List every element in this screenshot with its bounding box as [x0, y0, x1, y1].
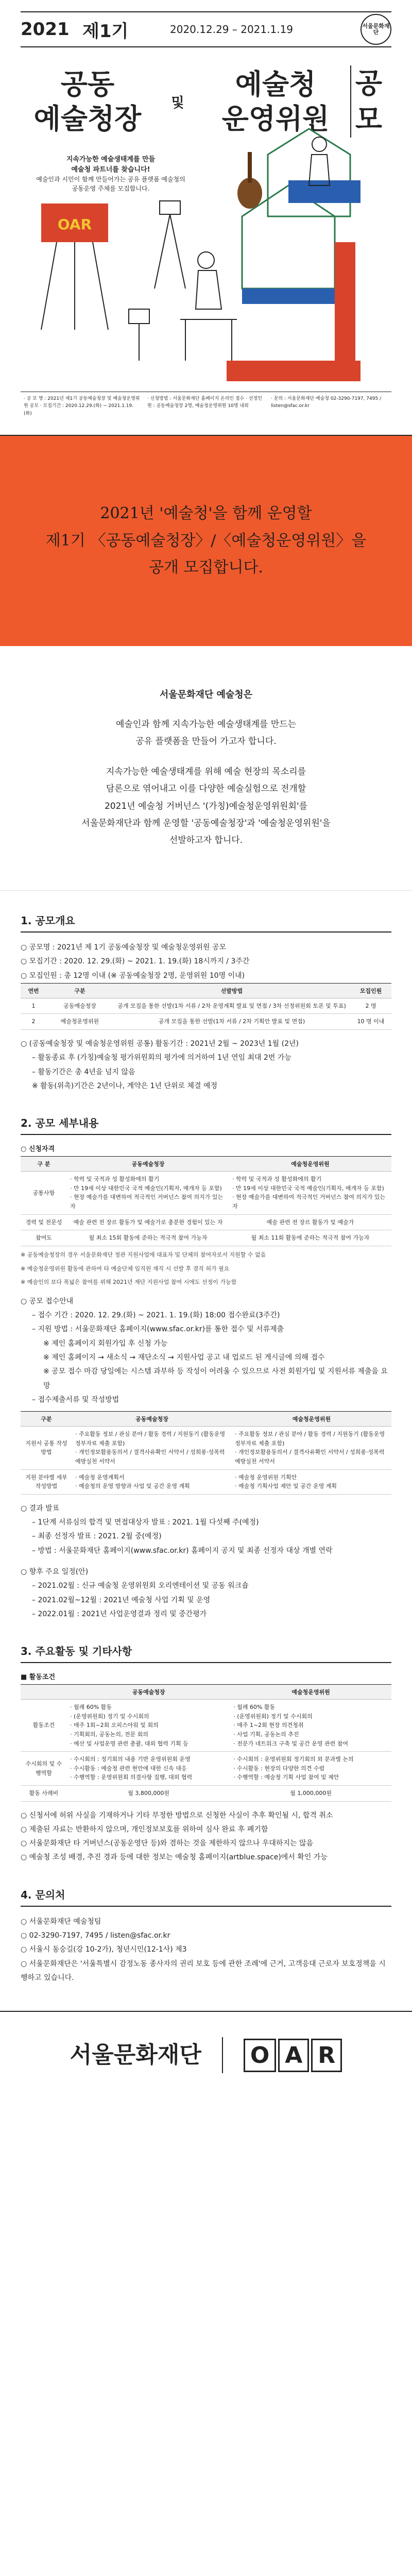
table-row: 활동조건 · 월례 60% 활동 · (운영위원회) 정기 및 수시회의 · 매주 1회~2회 오피스아워 및 회의 · 기획회의, 공동논의, 전문 회의 · 예산 및 사업운영 관련 총괄, 대외 협력 기획 등 · 월례 60% 활동 · (운영위원회) 정기 및 수시회의 · 매주 1~2회 현장 의견청취 · 사업 기획, 공동논의 추진 · 전문가 네트워크 구축 및 공간 운영 관련 참여 — [21, 1700, 391, 1752]
poster-period: 2020.12.29 – 2021.1.19 — [170, 23, 294, 36]
banner-line: 제1기 〈공동예술청장〉/〈예술청운영위원〉을 — [45, 531, 367, 550]
poster-infobar — [21, 392, 391, 422]
foundation-logo: 서울문화재단 — [360, 14, 391, 45]
red-pillar — [335, 242, 355, 361]
table-row: 참여도 월 최소 15회 활동에 준하는 적극적 참여 가능자 월 최소 11회 활동에 준하는 적극적 참여 가능자 — [21, 1230, 391, 1246]
easel-icon — [41, 242, 108, 330]
intro-line: 공유 플랫폼을 만들어 가고자 합니다. — [135, 736, 277, 747]
contact-phone-email[interactable]: ○ 02-3290-7197, 7495 / listen@sfac.or.kr — [21, 1931, 170, 1940]
red-platform — [227, 361, 360, 381]
announcement-banner — [0, 436, 412, 646]
footer-divider — [222, 2037, 223, 2073]
title-vertical: 공 모 — [350, 65, 386, 138]
footer-logo-oar: O A R — [244, 2039, 342, 2072]
section-title: 4. 문의처 — [21, 1887, 391, 1907]
table-row: 2 예술청운영위원 공개 모집을 통한 선발(1차 서류 / 2차 기획안 발표 및 면접) 10 명 이내 — [21, 1014, 391, 1030]
section-contact: 4. 문의처 ○ 서울문화재단 예술청팀 ○ 02-3290-7197, 7495 / listen@sfac.or.kr ○ 서울시 동숭길(강 10-2가), 청년시민(12-1사) 제3 ○ 서울문화재단은 '서울특별시 감정노동 종사자의 권리 보호 등에 관한 조례'에 근거, 고객응대 근로자 보호정책을 시행하고 있습니다. — [21, 1865, 391, 2011]
overview-item: ○ 공모명 : 2021년 제 1기 공동예술청장 및 예술청운영위원 공모 — [21, 943, 227, 952]
eligibility-table: 구 분 공동예술청장 예술청운영위원 공통사항 · 학력 및 국적과 성 활성화에의 활기 · 만 19세 이상 대한민국 국적 예술인(기획자, 매개자 등 포함) · 현장 예술가를 대변하여 적극적인 거버넌스 참여 의지가 있는 자 · 학력 및 국적과 성 활성화에의 활기 · 만 19세 이상 대한민국 국적 예술인(기획자, 매개자 등 포함) · 현장 예술가를 대변하여 적극적인 거버넌스 참여 의지가 있는 자 경력 및 전문성 예술 관련 전 장르 활동가 및 예술가로 충분한 경험이 있는 자 예술 관련 전 장르 활동가 및 예술가 참여도 월 최소 15회 활동에 준하는 적극적 참여 가능자 월 최소 11회 활동에 준하는 적극적 참여 가능자 — [21, 1156, 391, 1246]
intro-heading: 서울문화재단 예술청은 — [159, 689, 253, 700]
table-row: 지원서 공통 작성방법 · 주요활동 정보 / 관심 분야 / 활동 경력 / 지원동기 (활동운영 정부자료 제출 포함) · 개인정보활용동의서 / 결격사유확인 서약서 / 성희롱·성폭력 예방실천 서약서 · 주요활동 정보 / 관심 분야 / 활동 경력 / 지원동기 (활동운영 정부자료 제출 포함) · 개인정보활용동의서 / 결격사유확인 서약서 / 성희롱·성폭력 예방실천 서약서 — [21, 1427, 391, 1469]
section-title: 1. 공모개요 — [21, 912, 391, 933]
info-col: · 공 모 명 : 2021년 제1기 공동예술청장 및 예술청운영위원 공모 · 모집기간 : 2020.12.29.(화) ~ 2021.1.19.(화) — [24, 396, 140, 416]
camera-tripod-icon — [154, 201, 185, 289]
intro-line: 지속가능한 예술생태계를 위해 예술 현장의 목소리를 — [106, 767, 306, 777]
figure-seated — [180, 252, 237, 361]
intro-line: 예술인과 함께 지속가능한 예술생태계를 만드는 — [115, 719, 297, 730]
title-and: 및 — [171, 95, 184, 111]
figure-right — [309, 137, 330, 185]
table-row: 공통사항 · 학력 및 국적과 성 활성화에의 활기 · 만 19세 이상 대한민국 국적 예술인(기획자, 매개자 등 포함) · 현장 예술가를 대변하여 적극적인 거버넌스 참여 의지가 있는 자 · 학력 및 국적과 성 활성화에의 활기 · 만 19세 이상 대한민국 국적 예술인(기획자, 매개자 등 포함) · 현장 예술가를 대변하여 적극적인 거버넌스 참여 의지가 있는 자 — [21, 1172, 391, 1214]
overview-item: ○ 모집기간 : 2020. 12. 29.(화) ~ 2021. 1. 19.(화) 18시까지 / 3주간 — [21, 957, 250, 966]
table-row: 활동 사례비 월 3,800,000원 월 1,000,000원 — [21, 1785, 391, 1801]
section-title: 3. 주요활동 및 기타사항 — [21, 1643, 391, 1663]
poster-illustration — [0, 0, 412, 436]
house-outline-top — [268, 129, 350, 216]
intro-line: 서울문화재단과 함께 운영할 '공동예술청장'과 '예술청운영위원'을 — [81, 818, 331, 828]
footer — [0, 2011, 412, 2098]
poster-subtitle: 지속가능한 예술생태계를 만들 예술청 파트너를 찾습니다! 예술인과 시민이 함께 만들어가는 공유 플랫폼 예술청의 공동운영 주체를 모집합니다. — [36, 156, 185, 192]
intro-line: 선발하고자 합니다. — [169, 835, 243, 845]
banner-line: 공개 모집합니다. — [149, 558, 263, 577]
footer-logo-foundation: 서울문화재단 — [70, 2042, 201, 2069]
info-col: · 문의 : 서울문화재단 예술청 02-3290-7197, 7495 / listen@sfac.or.kr — [271, 396, 382, 409]
section-activities: 3. 주요활동 및 기타사항 ■ 활동조건 공동예술청장 예술청운영위원 활동조건 · 월례 60% 활동 · (운영위원회) 정기 및 수시회의 · 매주 1회~2회 오피스아워 및 회의 · 기획회의, 공동논의, 전문 회의 · 예산 및 사업운영 관련 총괄, 대외 협력 기획 등 · 월례 60% 활동 · (운영위원회) 정기 및 수시회의 · 매주 1~2회 현장 의견청취 · 사업 기획, 공동논의 추진 · 전문가 네트워크 구축 및 공간 운영 관련 참여 수시회의 및 수행역할 · 수시회의 : 정기회의 내용 기반 운영위원회 운영 · 수시활동 : 예술청 관련 현안에 대한 신속 대응 · 수행역할 : 운영위원회 의결사항 집행, 대외 협력 · 수시회의 : 운영위원회 정기회의 외 분과별 논의 · 수시활동 : 현장의 다양한 의견 수렴 · 수행역할 : 예술청 기획 사업 참여 및 제안 활동 사례비 월 3,800,000원 월 1,000,000원 ○ 신청서에 허위 사실을 기재하거나 기타 부정한 방법으로 신청한 사실이 추후 확인될 시, 합격 취소 ○ 제출된 자료는 반환하지 않으며, 개인정보보호를 위하여 심사 완료 후 폐기함 ○ 서울문화재단 타 거버넌스(공동운영단 등)와 겸하는 것을 제한하지 않으나 우대하지는 않음 ○ 예술청 조성 배경, 추진 경과 등에 대한 정보는 예술청 홈페이지(artblue.space)에서 확인 가능 — [21, 1621, 391, 1865]
table-row: 경력 및 전문성 예술 관련 전 장르 활동가 및 예술가로 충분한 경험이 있는 자 예술 관련 전 장르 활동가 및 예술가 — [21, 1214, 391, 1230]
conditions-table: 공동예술청장 예술청운영위원 활동조건 · 월례 60% 활동 · (운영위원회) 정기 및 수시회의 · 매주 1회~2회 오피스아워 및 회의 · 기획회의, 공동논의, 전문 회의 · 예산 및 사업운영 관련 총괄, 대외 협력 기획 등 · 월례 60% 활동 · (운영위원회) 정기 및 수시회의 · 매주 1~2회 현장 의견청취 · 사업 기획, 공동논의 추진 · 전문가 네트워크 구축 및 공간 운영 관련 참여 수시회의 및 수행역할 · 수시회의 : 정기회의 내용 기반 운영위원회 운영 · 수시활동 : 예술청 관련 현안에 대한 신속 대응 · 수행역할 : 운영위원회 의결사항 집행, 대외 협력 · 수시회의 : 운영위원회 정기회의 외 분과별 논의 · 수시활동 : 현장의 다양한 의견 수렴 · 수행역할 : 예술청 기획 사업 참여 및 제안 활동 사례비 월 3,800,000원 월 1,000,000원 — [21, 1684, 391, 1801]
table-row: 지원 분야별 세부 작성방법 · 예술청 운영계획서 · 예술청의 운영 방향과 사업 및 공간 운영 계획 · 예술청 운영위원 기획안 · 예술청 기획사업 제안 및 공간 운영 계획 — [21, 1469, 391, 1494]
spotlight-icon — [129, 309, 149, 361]
oar-mark: OAR — [57, 216, 92, 233]
section-overview: 1. 공모개요 ○ 공모명 : 2021년 제 1기 공동예술청장 및 예술청운영위원 공모 ○ 모집기간 : 2020. 12. 29.(화) ~ 2021. 1. 19.(화) 18시까지 / 3주간 ○ 모집인원 : 총 12명 이내 (※ 공동예술청장 2명, 운영위원 10명 이내) 연번 구분 선발방법 모집인원 1 공동예술청장 공개 모집을 통한 선발(1차 서류 / 2차 운영계획 발표 및 면접 / 3차 선정위원회 토론 및 투표) 2 명 2 예술청운영위원 공개 모집을 통한 선발(1차 서류 / 2차 기획안 발표 및 면접) 10 명 이내 ○ (공동예술청장 및 예술청운영위원 공통) 활동기간 : 2021년 2월 ~ 2023년 1월 (2년) – 활동종료 후 (가칭)예술청 평가위원회의 평가에 의거하여 1년 연임 최대 2번 가능 – 활동기간은 총 4년을 넘지 않음 ※ 활동(위촉)기간은 2년이나, 계약은 1년 단위로 체결 예정 — [21, 891, 391, 1093]
title-right: 예술청 운영위원 — [221, 67, 330, 135]
intro — [0, 646, 412, 891]
section-details: 2. 공모 세부내용 ○ 신청자격 구 분 공동예술청장 예술청운영위원 공통사항 · 학력 및 국적과 성 활성화에의 활기 · 만 19세 이상 대한민국 국적 예술인(기획자, 매개자 등 포함) · 현장 예술가를 대변하여 적극적인 거버넌스 참여 의지가 있는 자 · 학력 및 국적과 성 활성화에의 활기 · 만 19세 이상 대한민국 국적 예술인(기획자, 매개자 등 포함) · 현장 예술가를 대변하여 적극적인 거버넌스 참여 의지가 있는 자 경력 및 전문성 예술 관련 전 장르 활동가 및 예술가로 충분한 경험이 있는 자 예술 관련 전 장르 활동가 및 예술가 참여도 월 최소 15회 활동에 준하는 적극적 참여 가능자 월 최소 11회 활동에 준하는 적극적 참여 가능자 ※ 공동예술청장의 경우 서울문화재단 정관 지원사업에 대표자 및 단체의 참여자로서 지원할 수 없음 ※ 예술청운영위원 활동에 관하여 타 예술단체 임직원 재직 시 선발 후 겸직 허가 필요 ※ 예술인의 보다 폭넓은 참여를 위해 2021년 재단 지원사업 참여 시에도 선정이 가능함 ○ 공모 접수안내 – 접수 기간 : 2020. 12. 29.(화) ~ 2021. 1. 19.(화) 18:00 접수완료(3주간) – 지원 방법 : 서울문화재단 홈페이지(www.sfac.or.kr)를 통한 접수 및 서류제출 ※ 제인 홈페이지 회원가입 후 신청 가능 ※ 제인 홈페이지 → 새소식 → 재단소식 → 지원사업 공고 내 업로드 된 게시글에 의해 접수 ※ 공모 접수 마감 당일에는 시스템 과부하 등 작성이 어려울 수 있으므로 사전 회원가입 및 지원서류 제출을 요망 – 접수제출서류 및 작성방법 구분 공동예술청장 예술청운영위원 지원서 공통 작성방법 · 주요활동 정보 / 관심 분야 / 활동 경력 / 지원동기 (활동운영 정부자료 제출 포함) · 개인정보활용동의서 / 결격사유확인 서약서 / 성희롱·성폭력 예방실천 서약서 · 주요활동 정보 / 관심 분야 / 활동 경력 / 지원동기 (활동운영 정부자료 제출 포함) · 개인정보활용동의서 / 결격사유확인 서약서 / 성희롱·성폭력 예방실천 서약서 지원 분야별 세부 작성방법 · 예술청 운영계획서 · 예술청의 운영 방향과 사업 및 공간 운영 계획 · 예술청 운영위원 기획안 · 예술청 기획사업 제안 및 공간 운영 계획 ○ 결과 발표 – 1단계 서류심의 합격 및 면접대상자 발표 : 2021. 1월 다섯째 주(예정) – 최종 선정자 발표 : 2021. 2월 중(예정) – 방법 : 서울문화재단 홈페이지(www.sfac.or.kr) 홈페이지 공지 및 최종 선정자 대상 개별 연락 ○ 향후 주요 일정(안) – 2021.02월 : 신규 예술청 운영위원회 오리엔테이션 및 공동 워크숍 – 2021.02월~12월 : 2021년 예술청 사업 기획 및 운영 – 2022.01월 : 2021년 사업운영결과 정리 및 중간평가 — [21, 1093, 391, 1621]
intro-line: 2021년 예술청 거버넌스 '(가칭)예술청운영위원회'를 — [104, 801, 308, 811]
blue-block-mid — [242, 289, 335, 304]
documents-table: 구분 공동예술청장 예술청운영위원 지원서 공통 작성방법 · 주요활동 정보 / 관심 분야 / 활동 경력 / 지원동기 (활동운영 정부자료 제출 포함) · 개인정보활용동의서 / 결격사유확인 서약서 / 성희롱·성폭력 예방실천 서약서 · 주요활동 정보 / 관심 분야 / 활동 경력 / 지원동기 (활동운영 정부자료 제출 포함) · 개인정보활용동의서 / 결격사유확인 서약서 / 성희롱·성폭력 예방실천 서약서 지원 분야별 세부 작성방법 · 예술청 운영계획서 · 예술청의 운영 방향과 사업 및 공간 운영 계획 · 예술청 운영위원 기획안 · 예술청 기획사업 제안 및 공간 운영 계획 — [21, 1411, 391, 1495]
section-title: 2. 공모 세부내용 — [21, 1115, 391, 1135]
recruit-table: 연번 구분 선발방법 모집인원 1 공동예술청장 공개 모집을 통한 선발(1차 서류 / 2차 운영계획 발표 및 면접 / 3차 선정위원회 토론 및 투표) 2 명 2 예술청운영위원 공개 모집을 통한 선발(1차 서류 / 2차 기획안 발표 및 면접) 10 명 이내 — [21, 983, 391, 1030]
poster-term: 제1기 — [82, 21, 129, 42]
title-left: 공동 예술청장 — [33, 67, 142, 135]
intro-line: 담론으로 엮어내고 이를 다양한 예술실험으로 전개할 — [106, 784, 306, 794]
table-row: 1 공동예술청장 공개 모집을 통한 선발(1차 서류 / 2차 운영계획 발표 및 면접 / 3차 선정위원회 토론 및 투표) 2 명 — [21, 998, 391, 1014]
info-col: · 신청방법 : 서울문화재단 홈페이지 온라인 접수 · 선정인원 : 공동예술청장 2명, 예술청운영위원 10명 내외 — [147, 396, 262, 409]
blue-block-top — [288, 180, 360, 203]
overview-item: ○ 모집인원 : 총 12명 이내 (※ 공동예술청장 2명, 운영위원 10명 이내) — [21, 971, 245, 980]
poster — [0, 0, 412, 436]
poster-year: 2021 — [21, 19, 70, 40]
table-row: 수시회의 및 수행역할 · 수시회의 : 정기회의 내용 기반 운영위원회 운영 · 수시활동 : 예술청 관련 현안에 대한 신속 대응 · 수행역할 : 운영위원회 의결사항 집행, 대외 협력 · 수시회의 : 운영위원회 정기회의 외 분과별 논의 · 수시활동 : 현장의 다양한 의견 수렴 · 수행역할 : 예술청 기획 사업 참여 및 제안 — [21, 1752, 391, 1786]
guitar-icon — [237, 152, 262, 209]
banner-line: 2021년 '예술청'을 함께 운영할 — [100, 504, 312, 523]
